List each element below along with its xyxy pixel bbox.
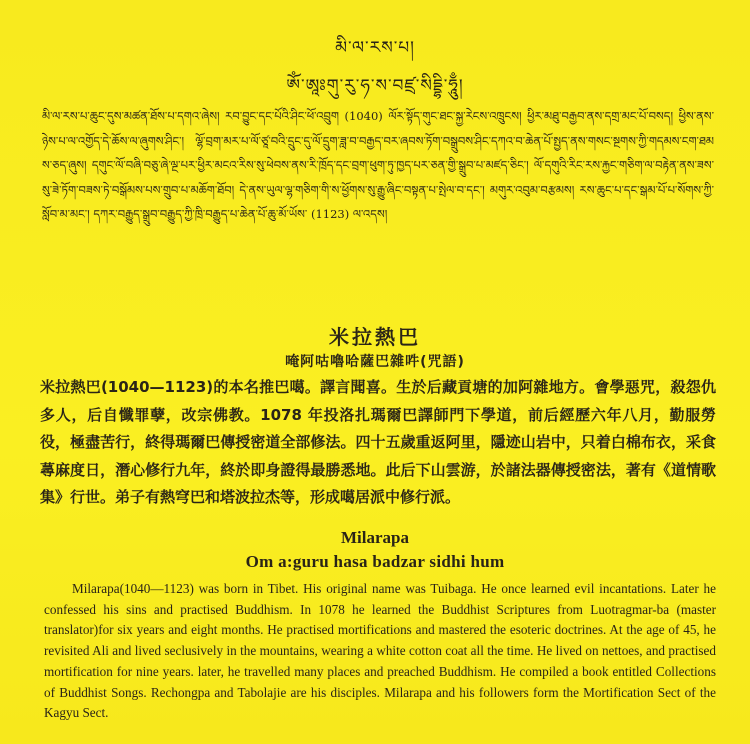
tibetan-mantra: ཨོཾ་ཨཱཿགུ་རུ་ཧ་ས་བཛྲ་སིདྡྷི་ཧཱུྃ། [286,76,464,96]
chinese-mantra: 唵阿咕嚕哈薩巴雜吽(咒語) [285,354,465,370]
chinese-body-text: 米拉熱巴(1040—1123)的本名推巴噶。譯言聞喜。生於后藏貢塘的加阿雜地方。會學惡咒，殺怨仇多人，后自懺罪孽，改宗佛教。1078 年投洛扎瑪爾巴譯師門下學道，前后經歷六年八月，勤服勞役，極盡苦行，終得瑪爾巴傳授密道全部修法。四十五歲重返阿里，隱迹山岩中，只着白棉布衣，采食蕁麻度日，潛心修行九年，終於即身證得最勝悉地。此后下山雲游，於諸法器傳授密法，著有《道情歌集》行世。弟子有熱穹巴和塔波拉杰等，形成噶居派中修行派。 [40,378,716,506]
english-title: Milarapa [341,528,409,547]
english-body-text: Milarapa(1040—1123) was born in Tibet. His original name was Tuibaga. He once learned evil incantations. Later he confessed his sins and practised Buddhism. In 1078 he learned the Buddhist Scriptures from Luotragmar-ba (master translator)for six years and eight months. He practised mortifications and mastered the esoteric doctrines. At the age of 45, he revisited Ali and lived seclusively in the mountains, wearing a white cotton coat all the time. He lived on nettoes, and practised mortification for nine years. later, he travelled many places and preached Buddhism. He compiled a book entitled Collections of Buddhist Songs. Rechongpa and Tabolajie are his disciples. Milarapa and his followers form the Mortification Sect of the Kagyu Sect. [44,581,716,721]
tibetan-title: མི་ལ་རས་པ། [335,38,415,58]
english-mantra: Om a:guru hasa badzar sidhi hum [245,552,505,571]
tibetan-body-text: མི་ལ་རས་པ་ཆུང་དུས་མཚན་ཐོས་པ་དགའ་ཞེས། རབ་བྱུང་དང་པོའི་ཤིང་ཕོ་འབྲུག (1040) ལོར་སྟོད་གུང་ཐང་སྐྱ་རེངས་འཁྲུངས། ཕྱིར་མཐུ་བརྒྱབ་ནས་དགྲ་མང་པོ་བསད། ཕྱིས་ནས་ཉེས་པ་ལ་འགྱོད་དེ་ཆོས་ལ་ཞུགས་ཤིང་། ལྷོ་བྲག་མར་པ་ལོ་ཙཱ་བའི་དྲུང་དུ་ལོ་དྲུག་ཟླ་བ་བརྒྱད་བར་ཞབས་ཏོག་བསྒྲུབས་ཤིང་དཀའ་བ་ཆེན་པོ་སྤྱད་ནས་གསང་སྔགས་ཀྱི་གདམས་ངག་ཐམས་ཅད་ཞུས། དགུང་ལོ་བཞི་བཅུ་ཞེ་ལྔ་པར་ཕྱིར་མངའ་རིས་སུ་ཕེབས་ནས་རི་ཁྲོད་དང་བྲག་ཕུག་ཏུ་ཁྱད་པར་ཅན་གྱི་སྒྲུབ་པ་མཛད་ཅིང་། ལོ་དགུའི་རིང་རས་རྐྱང་གཅིག་ལ་བརྟེན་ནས་ཟས་སུ་ཟེ་ཏོག་བཟས་ཏེ་བསྒོམས་པས་གྲུབ་པ་མཆོག་ཐོབ། དེ་ནས་ཡུལ་ལྷ་གཅིག་གི་ས་ཕྱོགས་སུ་རྒྱུ་ཞིང་བསྟན་པ་སྤེལ་བ་དང་། མགུར་འབུམ་བརྩམས། རས་ཆུང་པ་དང་སྒམ་པོ་པ་སོགས་ཀྱི་སློབ་མ་མང་། དཀར་བརྒྱུད་སྒྲུབ་བརྒྱུད་ཀྱི་ཁྲི་བརྒྱུད་པ་ཆེན་པོ་ཆུ་མོ་ཡོས་ (1123) ལ་འདས། [42,109,714,221]
chinese-title: 米拉熱巴 [329,325,421,349]
